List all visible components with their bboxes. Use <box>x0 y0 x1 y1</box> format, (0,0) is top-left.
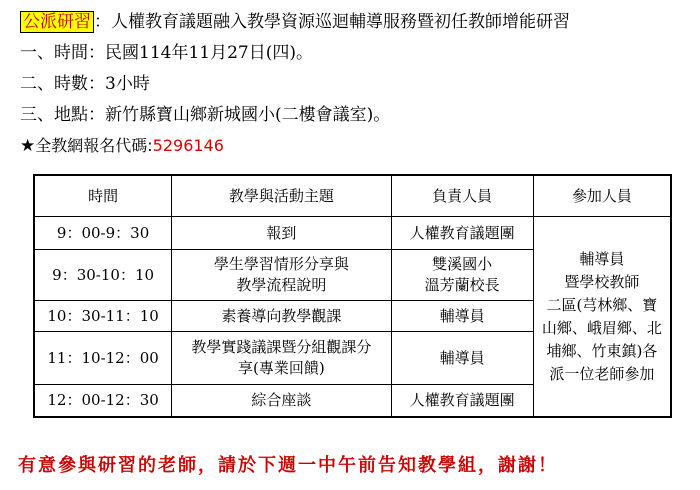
header-time: 時間 <box>34 175 172 217</box>
header-person: 負責人員 <box>391 175 533 217</box>
header-topic: 教學與活動主題 <box>172 175 391 217</box>
registration-code-line <box>20 135 224 157</box>
row-person: 雙溪國小 溫芳蘭校長 <box>391 250 533 301</box>
row-person: 人權教育議題團 <box>391 385 533 418</box>
row-time: 9：30-10：10 <box>34 250 172 301</box>
info-time: 一、時間：民國114年11月27日(四)。 <box>20 43 313 63</box>
row-time: 11：10-12：00 <box>34 332 172 385</box>
row-time: 12：00-12：30 <box>34 385 172 418</box>
footer-notice: 有意參與研習的老師，請於下週一中午前告知教學組，謝謝！ <box>18 455 558 476</box>
event-title-line <box>20 11 570 33</box>
row-topic: 教學實踐議課暨分組觀課分 享(專業回饋) <box>172 332 391 385</box>
row-topic: 綜合座談 <box>172 385 391 418</box>
header-participants: 參加人員 <box>533 175 671 217</box>
registration-code-label: 全教網報名代碼: <box>35 136 153 155</box>
schedule-table <box>33 174 672 418</box>
table-header-row <box>34 175 671 217</box>
info-hours: 二、時數：3小時 <box>20 74 150 94</box>
row-person: 輔導員 <box>391 301 533 332</box>
row-person: 輔導員 <box>391 332 533 385</box>
info-place: 三、地點：新竹縣寶山鄉新城國小(二樓會議室)。 <box>20 105 391 125</box>
participants-cell: 輔導員 暨學校教師 二區(芎林鄉、寶 山鄉、峨眉鄉、北 埔鄉、竹東鎮)各 派一位老師參加 <box>533 217 671 418</box>
row-topic: 報到 <box>172 217 391 250</box>
row-topic: 學生學習情形分享與 教學流程說明 <box>172 250 391 301</box>
row-time: 9：00-9：30 <box>34 217 172 250</box>
table-row <box>34 217 671 250</box>
category-tag: 公派研習 <box>20 11 94 33</box>
star-icon: ★ <box>20 136 36 156</box>
event-title: ：人權教育議題融入教學資源巡迴輔導服務暨初任教師增能研習 <box>94 12 570 32</box>
row-person: 人權教育議題團 <box>391 217 533 250</box>
registration-code-value: 5296146 <box>152 136 224 155</box>
row-time: 10：30-11：10 <box>34 301 172 332</box>
row-topic: 素養導向教學觀課 <box>172 301 391 332</box>
